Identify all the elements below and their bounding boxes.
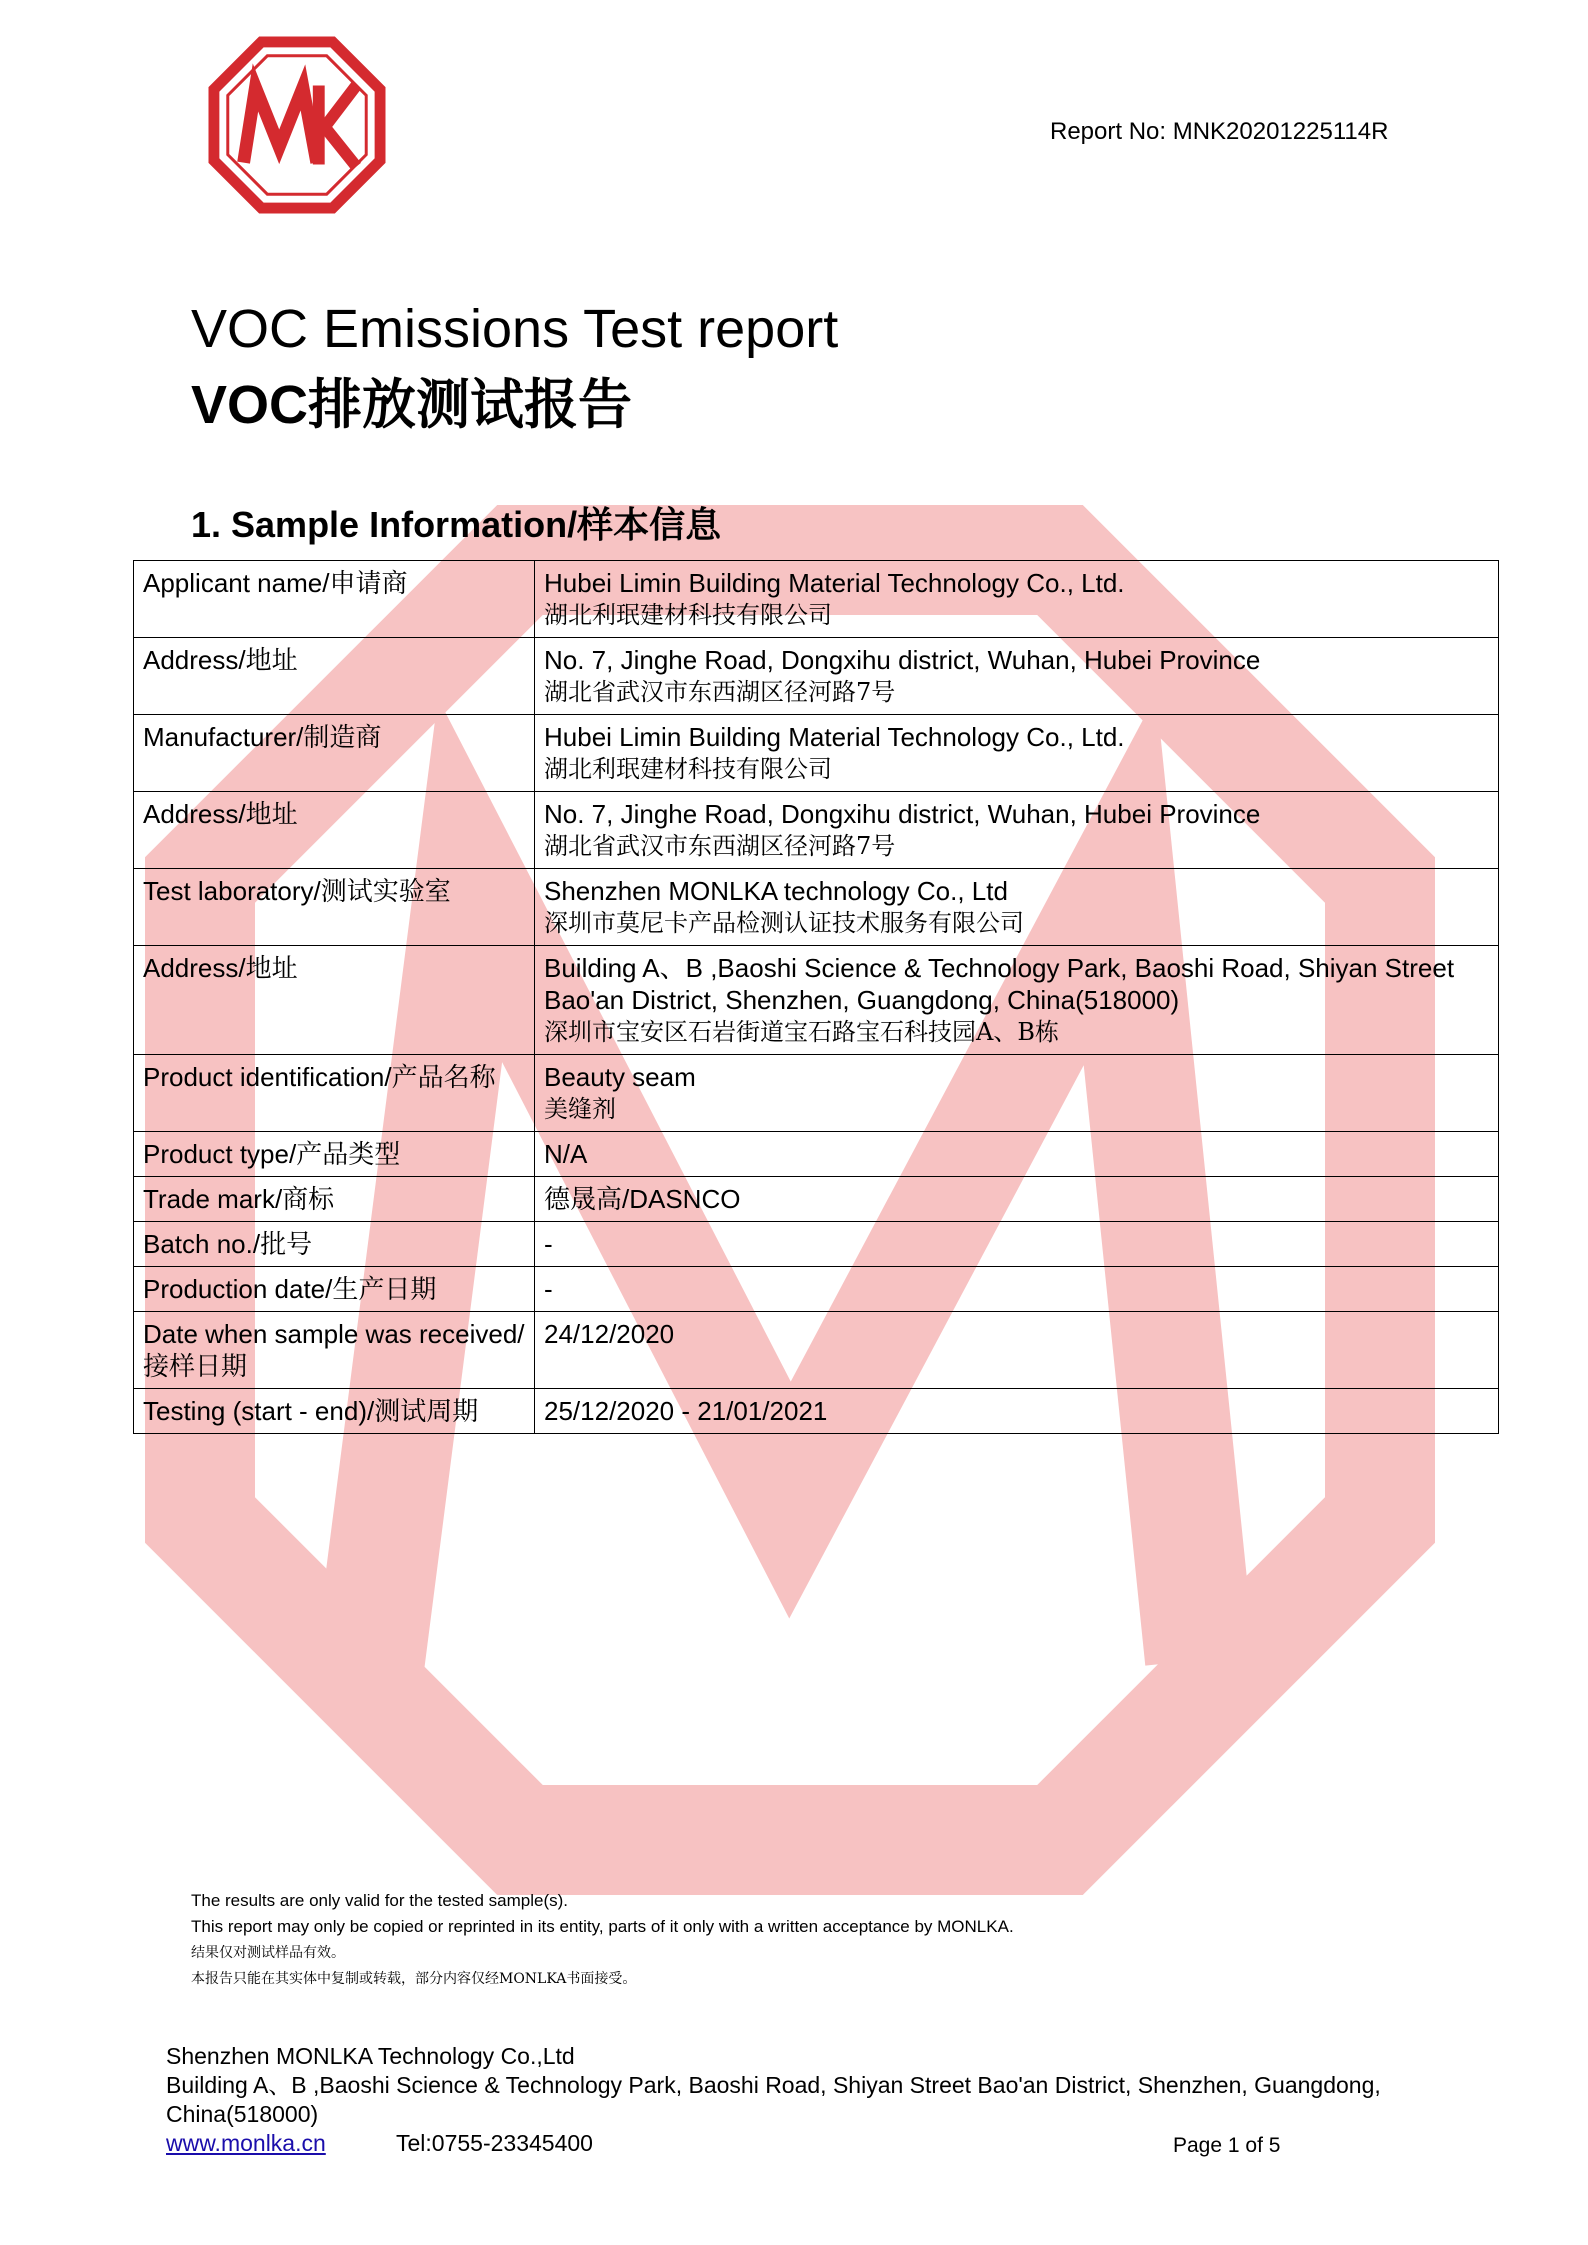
- sample-information-table: [133, 560, 1499, 1434]
- row-value: [535, 638, 1499, 715]
- monlka-logo-icon: [208, 36, 386, 214]
- row-value: [535, 1267, 1499, 1312]
- row-value-line: Hubei Limin Building Material Technology Co., Ltd.: [544, 722, 1125, 752]
- row-value: [535, 1132, 1499, 1177]
- row-label: Address/地址: [134, 946, 535, 1055]
- row-value-line: Shenzhen MONLKA technology Co., Ltd: [544, 876, 1008, 906]
- table-row: [134, 561, 1499, 638]
- row-label: Address/地址: [134, 638, 535, 715]
- row-label: Applicant name/申请商: [134, 561, 535, 638]
- row-value-line: 德晟高/DASNCO: [544, 1184, 741, 1214]
- row-label: Production date/生产日期: [134, 1267, 535, 1312]
- row-value: [535, 1177, 1499, 1222]
- table-row: [134, 638, 1499, 715]
- disclaimer-line: This report may only be copied or reprinted in its entity, parts of it only with a written acceptance by MONLKA.: [191, 1917, 1014, 1936]
- row-value-line: Beauty seam: [544, 1062, 696, 1092]
- disclaimer-line: 本报告只能在其实体中复制或转载，部分内容仅经MONLKA书面接受。: [191, 1971, 637, 1987]
- row-value-line: 24/12/2020: [544, 1319, 675, 1349]
- row-label: Manufacturer/制造商: [134, 715, 535, 792]
- row-value-line: No. 7, Jinghe Road, Dongxihu district, Wuhan, Hubei Province: [544, 799, 1261, 829]
- disclaimer: [191, 1888, 1014, 1992]
- table-row: [134, 1055, 1499, 1132]
- row-value-line: 湖北利珉建材科技有限公司: [544, 755, 832, 783]
- table-row: [134, 946, 1499, 1055]
- row-value-line: Hubei Limin Building Material Technology Co., Ltd.: [544, 568, 1125, 598]
- report-title-english: VOC Emissions Test report: [191, 299, 839, 359]
- table-row: [134, 1177, 1499, 1222]
- row-value: [535, 1312, 1499, 1389]
- row-value-line: 美缝剂: [544, 1095, 616, 1123]
- page-number: Page 1 of 5: [1173, 2134, 1281, 2157]
- row-label: Test laboratory/测试实验室: [134, 869, 535, 946]
- report-title-chinese: VOC排放测试报告: [191, 375, 633, 435]
- row-label: Address/地址: [134, 792, 535, 869]
- row-value-line: 湖北省武汉市东西湖区径河路7号: [544, 832, 896, 860]
- table-row: [134, 792, 1499, 869]
- page-footer: [166, 2042, 1506, 2159]
- row-value-line: Building A、B ,Baoshi Science & Technology Park, Baoshi Road, Shiyan Street Bao'an District, Shenzhen, Guangdong, China(518000): [544, 953, 1455, 1015]
- row-value: [535, 1055, 1499, 1132]
- row-value-line: No. 7, Jinghe Road, Dongxihu district, Wuhan, Hubei Province: [544, 645, 1261, 675]
- row-value-line: -: [544, 1229, 553, 1259]
- row-value-line: N/A: [544, 1139, 588, 1169]
- section-title-sample-information: 1. Sample Information/样本信息: [191, 504, 722, 545]
- footer-address: Building A、B ,Baoshi Science & Technology Park, Baoshi Road, Shiyan Street Bao'an District, Shenzhen, Guangdong, China(518000): [166, 2072, 1381, 2127]
- table-row: [134, 869, 1499, 946]
- footer-telephone: Tel:0755-23345400: [396, 2130, 593, 2156]
- row-label: Trade mark/商标: [134, 1177, 535, 1222]
- row-value-line: 25/12/2020 - 21/01/2021: [544, 1396, 828, 1426]
- row-value: [535, 869, 1499, 946]
- table-row: [134, 1389, 1499, 1434]
- report-number: Report No: MNK20201225114R: [1050, 118, 1389, 145]
- row-value-line: 深圳市莫尼卡产品检测认证技术服务有限公司: [544, 909, 1024, 937]
- table-row: [134, 1222, 1499, 1267]
- row-value: [535, 792, 1499, 869]
- row-value-line: 湖北省武汉市东西湖区径河路7号: [544, 678, 896, 706]
- table-row: [134, 1267, 1499, 1312]
- disclaimer-line: 结果仅对测试样品有效。: [191, 1945, 345, 1961]
- website-link[interactable]: www.monlka.cn: [166, 2130, 326, 2156]
- row-value-line: -: [544, 1274, 553, 1304]
- row-value-line: 湖北利珉建材科技有限公司: [544, 601, 832, 629]
- table-row: [134, 1312, 1499, 1389]
- table-row: [134, 715, 1499, 792]
- row-label: Date when sample was received/接样日期: [134, 1312, 535, 1389]
- footer-company: Shenzhen MONLKA Technology Co.,Ltd: [166, 2043, 575, 2069]
- row-label: Batch no./批号: [134, 1222, 535, 1267]
- disclaimer-line: The results are only valid for the tested sample(s).: [191, 1891, 568, 1910]
- row-label: Product type/产品类型: [134, 1132, 535, 1177]
- row-value: [535, 1222, 1499, 1267]
- row-label: Product identification/产品名称: [134, 1055, 535, 1132]
- row-value: [535, 561, 1499, 638]
- row-value: [535, 715, 1499, 792]
- row-label: Testing (start - end)/测试周期: [134, 1389, 535, 1434]
- row-value: [535, 1389, 1499, 1434]
- row-value: [535, 946, 1499, 1055]
- table-row: [134, 1132, 1499, 1177]
- row-value-line: 深圳市宝安区石岩街道宝石路宝石科技园A、B栋: [544, 1018, 1059, 1046]
